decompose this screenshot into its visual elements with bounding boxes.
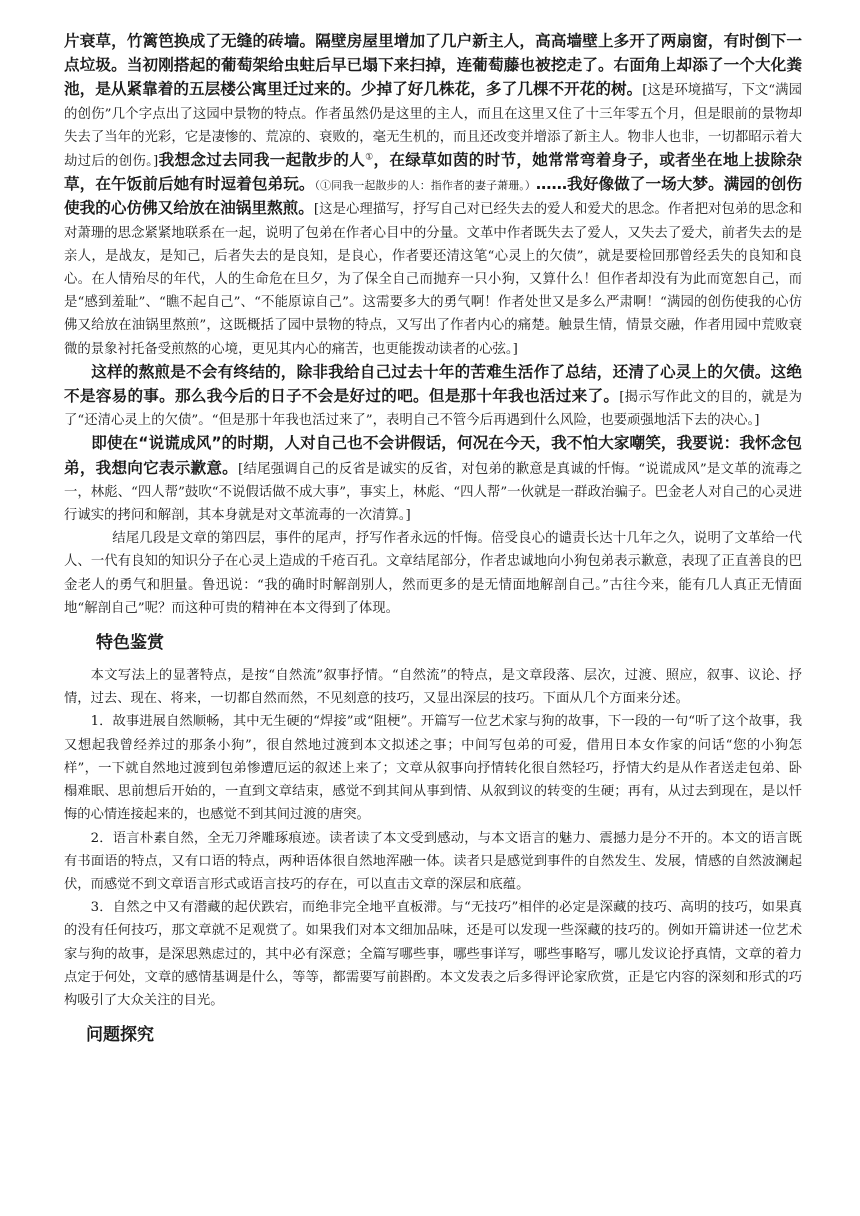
annotated-paragraph-2 [64,361,802,433]
document-page [64,30,802,1056]
annotation-note: [这是环境描写，下文“满园的创伤”几个字点出了这园中景物的特点。作者虽然仍是这里的主人，而且在这里又住了十三年零五个月，但是眼前的景物却失去了当年的光彩，它是凄惨的、荒凉的、衰败的，毫无生机的，而且还改变并增添了新主人。物非人也非，一切都昭示着大劫过后的创伤。] [64,83,802,170]
original-text: 我想念过去同我一起散步的人 [158,151,366,170]
original-text: 即使在“说谎成风”的时期，人对自己也不会讲假话，何况在今天，我不怕大家嘲笑，我要说：我怀念包弟，我想向它表示歉意。 [64,434,802,477]
annotated-paragraph-1 [64,30,802,361]
section-heading-questions: 问题探究 [86,1025,154,1046]
summary-paragraph: 结尾几段是文章的第四层，事件的尾声，抒写作者永远的忏悔。倍受良心的谴责长达十几年之久，说明了文革给一代人、一代有良知的知识分子在心灵上造成的千疮百孔。文章结尾部分，作者忠诚地向小狗包弟表示歉意，表现了正直善良的巴金老人的勇气和胆量。鲁迅说：“我的确时时解剖别人，然而更多的是无情面地解剖自己。”古往今来，能有几人真正无情面地“解剖自己”呢？而这种可贵的精神在本文得到了体现。 [64,531,802,616]
original-text: 片衰草，竹篱笆换成了无缝的砖墙。隔壁房屋里增加了几户新主人，高高墙壁上多开了两扇窗，有时倒下一点垃圾。当初刚搭起的葡萄架给虫蛀后早已塌下来扫掉，连葡萄藤也被挖走了。右面角上却添了一个大化粪池，是从紧靠着的五层楼公寓里迁过来的。少掉了好几株花，多了几棵不开花的树。 [64,32,802,99]
text-paragraph: 本文写法上的显著特点，是按“自然流”叙事抒情。“自然流”的特点，是文章段落、层次，过渡、照应，叙事、议论、抒情，过去、现在、将来，一切都自然而然，不见刻意的技巧，又显出深层的技巧。下面从几个方面来分述。 [64,668,802,707]
original-text: 这样的熬煎是不会有终结的，除非我给自己过去十年的苦难生活作了总结，还清了心灵上的欠债。这绝不是容易的事。那么我今后的日子不会是好过的吧。但是那十年我也活过来了。 [64,362,802,406]
footnote-text: （①同我一起散步的人：指作者的妻子萧珊。） [314,179,536,193]
text-paragraph: 3．自然之中又有潜藏的起伏跌宕，而绝非完全地平直板滞。与“无技巧”相伴的必定是深藏的技巧、高明的技巧，如果真的没有任何技巧，那文章就不足观赏了。如果我们对本文细加品味，还是可以发现一些深藏的技巧的。例如开篇讲述一位艺术家与狗的故事，是深思熟虑过的，其中必有深意；全篇写哪些事，哪些事详写，哪些事略写，哪儿发议论抒真情，文章的着力点定于何处，文章的感情基调是什么，等等，都需要写前斟酌。本文发表之后多得评论家欣赏，正是它内容的深刻和形式的巧构吸引了大众关注的目光。 [64,900,802,1008]
section-heading-features: 特色鉴赏 [96,633,164,654]
footnote-marker: ① [365,152,374,163]
original-text: ……我好像做了一场大梦。满园的创伤使我的心仿佛又给放在油锅里熬煎。 [64,175,802,218]
original-text: ，在绿草如茵的时节，她常常弯着身子，或者坐在地上拔除杂草，在午饭前后她有时逗着包弟玩。 [64,151,802,194]
annotated-paragraph-3 [64,432,802,527]
annotation-note: [结尾强调自己的反省是诚实的反省，对包弟的歉意是真诚的忏悔。“说谎成风”是文革的流毒之一，林彪、“四人帮”鼓吹“不说假话做不成大事”，事实上，林彪、“四人帮”一伙就是一群政治骗子。巴金老人对自己的心灵进行诚实的拷问和解剖，其本身就是对文革流毒的一次清算。] [64,461,802,524]
text-paragraph: 2．语言朴素自然，全无刀斧雕琢痕迹。读者读了本文受到感动，与本文语言的魅力、震撼力是分不开的。本文的语言既有书面语的特点，又有口语的特点，两种语体很自然地浑融一体。读者只是感觉到事件的自然发生、发展，情感的自然波澜起伏，而感觉不到文章语言形式或语言技巧的存在，可以直击文章的深层和底蕴。 [64,830,802,892]
annotation-note: [这是心理描写，抒写自己对已经失去的爱人和爱犬的思念。作者把对包弟的思念和对萧珊的思念紧紧地联系在一起，说明了包弟在作者心目中的分量。文革中作者既失去了爱人，又失去了爱犬，前者失去的是亲人，是战友，是知己，后者失去的是良知，是良心，作者要还清这笔“心灵上的欠债”，就是要检回那曾经丢失的良知和良心。在人情殆尽的年代，人的生命危在旦夕，为了保全自己而抛弃一只小狗，又算什么！但作者却没有为此而宽恕自己，而是“感到羞耻”、“瞧不起自己”、“不能原谅自己”。这需要多大的勇气啊！作者处世又是多么严肃啊！“满园的创伤使我的心仿佛又给放在油锅里熬煎”，这既概括了园中景物的特点，又写出了作者内心的痛楚。触景生情，情景交融，作者用园中荒败衰微的景象衬托备受煎熬的心境，更见其内心的痛苦，也更能拨动读者的心弦。] [64,202,802,357]
text-paragraph: 1．故事进展自然顺畅，其中无生硬的“焊接”或“阻梗”。开篇写一位艺术家与狗的故事，下一段的一句“听了这个故事，我又想起我曾经养过的那条小狗”，很自然地过渡到本文拟述之事；中间写包弟的可爱，借用日本女作家的问话“您的小狗怎样”，一下就自然地过渡到包弟惨遭厄运的叙述上来了；文章从叙事向抒情转化很自然轻巧，抒情大约是从作者送走包弟、卧榻难眠、思前想后开始的，一直到文章结束，感觉不到其间从事到情、从叙到议的转变的生硬；再有，从过去到现在，是以忏悔的心情连接起来的，也感觉不到其间过渡的唐突。 [64,714,802,823]
annotation-note: [揭示写作此文的目的，就是为了“还清心灵上的欠债”。“但是那十年我也活过来了”，表明自己不管今后再遇到什么风险，也要顽强地活下去的决心。] [64,390,802,429]
